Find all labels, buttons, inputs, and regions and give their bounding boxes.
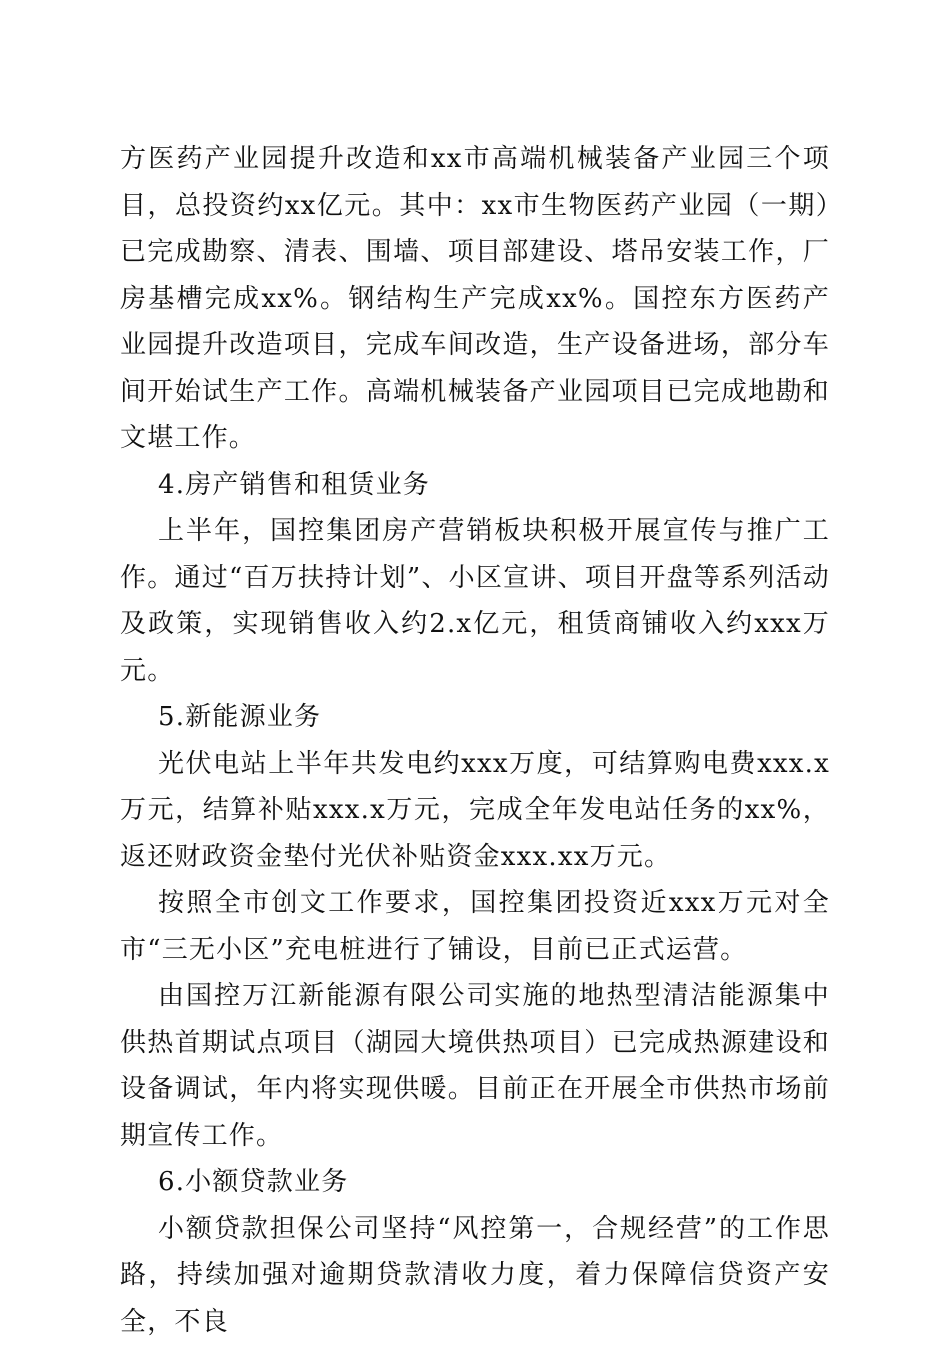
paragraph-real-estate: 上半年，国控集团房产营销板块积极开展宣传与推广工作。通过“百万扶持计划”、小区宣讲、项目开盘等系列活动及政策，实现销售收入约2.x亿元，租赁商铺收入约xxx万元。 bbox=[120, 508, 830, 694]
paragraph-industrial-parks: 方医药产业园提升改造和xx市高端机械装备产业园三个项目，总投资约xx亿元。其中：xx市生物医药产业园（一期）已完成勘察、清表、围墙、项目部建设、塔吊安装工作，厂房基槽完成xx%。钢结构生产完成xx%。国控东方医药产业园提升改造项目，完成车间改造，生产设备进场，部分车间开始试生产工作。高端机械装备产业园项目已完成地勘和文堪工作。 bbox=[120, 136, 830, 462]
paragraph-microloans: 小额贷款担保公司坚持“风控第一，合规经营”的工作思路，持续加强对逾期贷款清收力度，着力保障信贷资产安全，不良 bbox=[120, 1206, 830, 1345]
paragraph-geothermal-heating: 由国控万江新能源有限公司实施的地热型清洁能源集中供热首期试点项目（湖园大境供热项目）已完成热源建设和设备调试，年内将实现供暖。目前正在开展全市供热市场前期宣传工作。 bbox=[120, 973, 830, 1159]
section-heading-real-estate: 4.房产销售和租赁业务 bbox=[120, 462, 830, 509]
document-page bbox=[120, 136, 830, 1345]
section-heading-new-energy: 5.新能源业务 bbox=[120, 694, 830, 741]
paragraph-solar: 光伏电站上半年共发电约xxx万度，可结算购电费xxx.x万元，结算补贴xxx.x万元，完成全年发电站任务的xx%，返还财政资金垫付光伏补贴资金xxx.xx万元。 bbox=[120, 741, 830, 881]
section-heading-microloans: 6.小额贷款业务 bbox=[120, 1159, 830, 1206]
paragraph-charging-piles: 按照全市创文工作要求，国控集团投资近xxx万元对全市“三无小区”充电桩进行了铺设，目前已正式运营。 bbox=[120, 880, 830, 973]
